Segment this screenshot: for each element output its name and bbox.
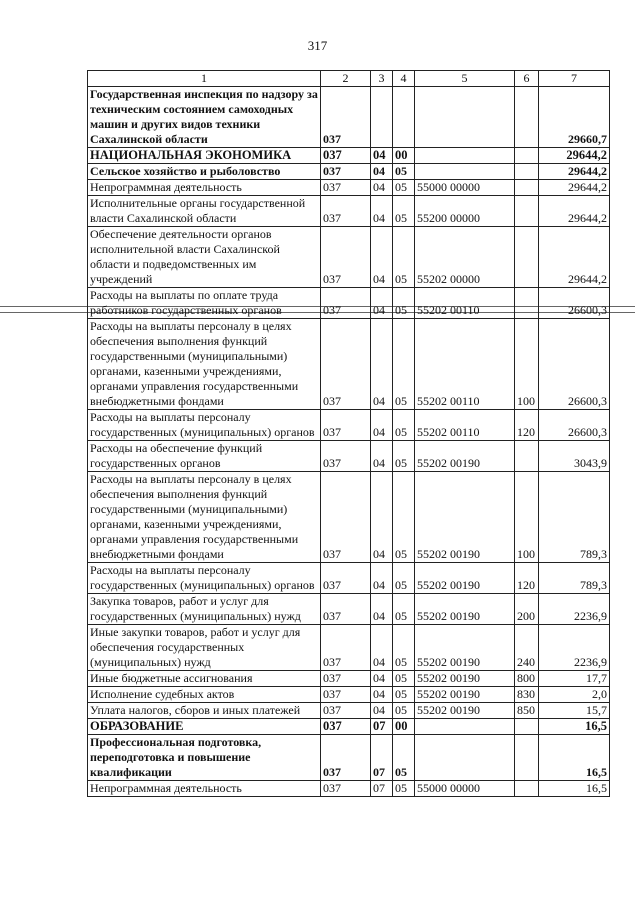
row-name-cell	[88, 563, 321, 594]
row-sum-cell: 2236,9	[539, 594, 610, 625]
row-rz-cell: 07	[371, 719, 393, 735]
row-csr-cell: 55202 00110	[415, 319, 515, 410]
row-vr-cell: 850	[515, 703, 539, 719]
row-csr-cell: 55202 00190	[415, 625, 515, 671]
table-row	[88, 735, 610, 781]
row-gr-cell: 037	[321, 87, 371, 148]
row-gr-cell: 037	[321, 719, 371, 735]
row-sum-cell: 15,7	[539, 703, 610, 719]
row-vr-cell	[515, 227, 539, 288]
table-row	[88, 781, 610, 797]
row-name-cell	[88, 671, 321, 687]
header-cell: 5	[415, 71, 515, 87]
row-sum-cell: 29644,2	[539, 196, 610, 227]
row-vr-cell: 800	[515, 671, 539, 687]
row-name-text: Расходы на выплаты персоналу в целях обеспечения выполнения функций государственными (муниципальными) органами, казенными учреждениями, органами управления государственными внебюджетными фондами	[90, 319, 299, 408]
row-sum-cell: 29644,2	[539, 148, 610, 164]
row-csr-cell: 55202 00110	[415, 288, 515, 319]
row-name-cell	[88, 594, 321, 625]
row-sum-cell: 3043,9	[539, 441, 610, 472]
row-name-cell	[88, 227, 321, 288]
table-row	[88, 288, 610, 319]
row-rz-cell: 04	[371, 227, 393, 288]
budget-table	[87, 70, 610, 797]
row-name-text: Непрограммная деятельность	[90, 180, 242, 194]
row-vr-cell	[515, 781, 539, 797]
row-csr-cell	[415, 735, 515, 781]
row-name-cell	[88, 196, 321, 227]
row-pr-cell: 00	[393, 148, 415, 164]
row-name-cell	[88, 781, 321, 797]
row-pr-cell: 05	[393, 735, 415, 781]
row-csr-cell: 55000 00000	[415, 781, 515, 797]
row-name-text: Сельское хозяйство и рыболовство	[90, 164, 281, 178]
row-sum-cell: 29644,2	[539, 227, 610, 288]
row-rz-cell: 04	[371, 410, 393, 441]
row-csr-cell	[415, 719, 515, 735]
row-vr-cell	[515, 196, 539, 227]
row-sum-cell: 2236,9	[539, 625, 610, 671]
row-csr-cell: 55202 00190	[415, 687, 515, 703]
row-name-text: Профессиональная подготовка, переподготовка и повышение квалификации	[90, 735, 262, 779]
row-rz-cell: 04	[371, 164, 393, 180]
row-name-text: Расходы на выплаты по оплате труда работников государственных органов	[90, 288, 282, 317]
row-pr-cell: 05	[393, 288, 415, 319]
row-vr-cell: 200	[515, 594, 539, 625]
table-row	[88, 164, 610, 180]
row-rz-cell	[371, 87, 393, 148]
row-name-text: Расходы на выплаты персоналу в целях обеспечения выполнения функций государственными (муниципальными) органами, казенными учреждениями, органами управления государственными внебюджетными фондами	[90, 472, 299, 561]
table-header-row	[88, 71, 610, 87]
table-row	[88, 703, 610, 719]
table-row	[88, 719, 610, 735]
row-csr-cell: 55202 00190	[415, 472, 515, 563]
row-csr-cell: 55202 00190	[415, 441, 515, 472]
row-vr-cell: 120	[515, 410, 539, 441]
row-rz-cell: 07	[371, 781, 393, 797]
row-name-text: Иные бюджетные ассигнования	[90, 671, 253, 685]
row-rz-cell: 04	[371, 441, 393, 472]
table-row	[88, 671, 610, 687]
row-pr-cell: 05	[393, 687, 415, 703]
row-pr-cell: 05	[393, 227, 415, 288]
row-name-text: Расходы на обеспечение функций государственных органов	[90, 441, 263, 470]
header-cell: 4	[393, 71, 415, 87]
row-name-cell	[88, 87, 321, 148]
row-csr-cell: 55200 00000	[415, 196, 515, 227]
table-row	[88, 687, 610, 703]
row-gr-cell: 037	[321, 687, 371, 703]
row-rz-cell: 04	[371, 563, 393, 594]
row-gr-cell: 037	[321, 441, 371, 472]
row-gr-cell: 037	[321, 164, 371, 180]
row-name-text: Исполнительные органы государственной власти Сахалинской области	[90, 196, 306, 225]
header-cell: 6	[515, 71, 539, 87]
table-row	[88, 472, 610, 563]
row-vr-cell	[515, 441, 539, 472]
row-csr-cell	[415, 87, 515, 148]
row-sum-cell: 29644,2	[539, 180, 610, 196]
row-gr-cell: 037	[321, 671, 371, 687]
row-rz-cell: 04	[371, 671, 393, 687]
row-rz-cell: 04	[371, 703, 393, 719]
row-rz-cell: 04	[371, 196, 393, 227]
row-rz-cell: 04	[371, 319, 393, 410]
row-name-cell	[88, 719, 321, 735]
page-number: 317	[307, 38, 328, 53]
row-sum-cell: 17,7	[539, 671, 610, 687]
row-sum-cell: 26600,3	[539, 319, 610, 410]
row-vr-cell	[515, 719, 539, 735]
row-name-cell	[88, 703, 321, 719]
table-row	[88, 87, 610, 148]
table-row	[88, 196, 610, 227]
row-pr-cell: 05	[393, 164, 415, 180]
row-name-text: НАЦИОНАЛЬНАЯ ЭКОНОМИКА	[90, 148, 292, 162]
row-name-text: ОБРАЗОВАНИЕ	[90, 719, 184, 733]
row-pr-cell: 05	[393, 625, 415, 671]
table-row	[88, 227, 610, 288]
table-row	[88, 180, 610, 196]
row-pr-cell: 05	[393, 180, 415, 196]
row-name-cell	[88, 472, 321, 563]
row-vr-cell	[515, 180, 539, 196]
row-sum-cell: 16,5	[539, 735, 610, 781]
row-vr-cell: 830	[515, 687, 539, 703]
table-row	[88, 410, 610, 441]
row-name-cell	[88, 180, 321, 196]
row-rz-cell: 04	[371, 180, 393, 196]
row-rz-cell: 07	[371, 735, 393, 781]
row-name-text: Обеспечение деятельности органов исполнительной власти Сахалинской области и подведомственных им учреждений	[90, 227, 280, 286]
row-name-cell	[88, 625, 321, 671]
row-csr-cell: 55202 00190	[415, 703, 515, 719]
row-name-cell	[88, 164, 321, 180]
row-pr-cell: 00	[393, 719, 415, 735]
row-gr-cell: 037	[321, 781, 371, 797]
row-name-text: Расходы на выплаты персоналу государственных (муниципальных) органов	[90, 410, 315, 439]
row-csr-cell	[415, 164, 515, 180]
row-name-cell	[88, 319, 321, 410]
row-sum-cell: 16,5	[539, 781, 610, 797]
row-sum-cell: 16,5	[539, 719, 610, 735]
row-gr-cell: 037	[321, 319, 371, 410]
row-name-text: Закупка товаров, работ и услуг для государственных (муниципальных) нужд	[90, 594, 301, 623]
row-name-text: Расходы на выплаты персоналу государственных (муниципальных) органов	[90, 563, 315, 592]
row-vr-cell: 240	[515, 625, 539, 671]
row-name-text: Непрограммная деятельность	[90, 781, 242, 795]
row-gr-cell: 037	[321, 472, 371, 563]
row-name-cell	[88, 735, 321, 781]
row-gr-cell: 037	[321, 594, 371, 625]
row-csr-cell: 55202 00000	[415, 227, 515, 288]
row-pr-cell: 05	[393, 781, 415, 797]
row-csr-cell: 55202 00190	[415, 594, 515, 625]
row-csr-cell: 55202 00110	[415, 410, 515, 441]
row-gr-cell: 037	[321, 288, 371, 319]
row-vr-cell	[515, 288, 539, 319]
row-name-text: Уплата налогов, сборов и иных платежей	[90, 703, 301, 717]
row-vr-cell: 120	[515, 563, 539, 594]
table-row	[88, 441, 610, 472]
row-gr-cell: 037	[321, 625, 371, 671]
row-sum-cell: 26600,3	[539, 288, 610, 319]
row-gr-cell: 037	[321, 196, 371, 227]
row-sum-cell: 29660,7	[539, 87, 610, 148]
header-cell: 1	[88, 71, 321, 87]
row-rz-cell: 04	[371, 148, 393, 164]
row-gr-cell: 037	[321, 735, 371, 781]
row-sum-cell: 789,3	[539, 472, 610, 563]
row-pr-cell: 05	[393, 671, 415, 687]
row-name-cell	[88, 148, 321, 164]
row-sum-cell: 789,3	[539, 563, 610, 594]
row-name-cell	[88, 441, 321, 472]
row-vr-cell	[515, 735, 539, 781]
row-pr-cell: 05	[393, 410, 415, 441]
row-gr-cell: 037	[321, 148, 371, 164]
row-sum-cell: 2,0	[539, 687, 610, 703]
header-cell: 7	[539, 71, 610, 87]
row-gr-cell: 037	[321, 703, 371, 719]
row-name-cell	[88, 288, 321, 319]
row-name-text: Исполнение судебных актов	[90, 687, 235, 701]
row-pr-cell: 05	[393, 472, 415, 563]
row-pr-cell: 05	[393, 196, 415, 227]
row-rz-cell: 04	[371, 472, 393, 563]
row-pr-cell	[393, 87, 415, 148]
row-name-cell	[88, 687, 321, 703]
row-pr-cell: 05	[393, 319, 415, 410]
row-rz-cell: 04	[371, 687, 393, 703]
row-csr-cell: 55202 00190	[415, 563, 515, 594]
row-csr-cell	[415, 148, 515, 164]
row-csr-cell: 55202 00190	[415, 671, 515, 687]
row-pr-cell: 05	[393, 441, 415, 472]
table-row	[88, 148, 610, 164]
row-gr-cell: 037	[321, 227, 371, 288]
row-name-cell	[88, 410, 321, 441]
row-rz-cell: 04	[371, 594, 393, 625]
row-gr-cell: 037	[321, 410, 371, 441]
row-name-text: Иные закупки товаров, работ и услуг для обеспечения государственных (муниципальных) нужд	[90, 625, 301, 669]
row-vr-cell	[515, 87, 539, 148]
row-csr-cell: 55000 00000	[415, 180, 515, 196]
row-name-text: Государственная инспекция по надзору за техническим состоянием самоходных машин и других видов техники Сахалинской области	[90, 87, 318, 146]
row-rz-cell: 04	[371, 625, 393, 671]
header-cell: 3	[371, 71, 393, 87]
row-gr-cell: 037	[321, 563, 371, 594]
row-vr-cell	[515, 148, 539, 164]
table-row	[88, 594, 610, 625]
header-cell: 2	[321, 71, 371, 87]
row-sum-cell: 26600,3	[539, 410, 610, 441]
table-row	[88, 319, 610, 410]
table-row	[88, 563, 610, 594]
row-gr-cell: 037	[321, 180, 371, 196]
row-pr-cell: 05	[393, 594, 415, 625]
table-row	[88, 625, 610, 671]
row-pr-cell: 05	[393, 563, 415, 594]
row-sum-cell: 29644,2	[539, 164, 610, 180]
row-rz-cell: 04	[371, 288, 393, 319]
row-vr-cell	[515, 164, 539, 180]
row-vr-cell: 100	[515, 319, 539, 410]
row-pr-cell: 05	[393, 703, 415, 719]
row-vr-cell: 100	[515, 472, 539, 563]
